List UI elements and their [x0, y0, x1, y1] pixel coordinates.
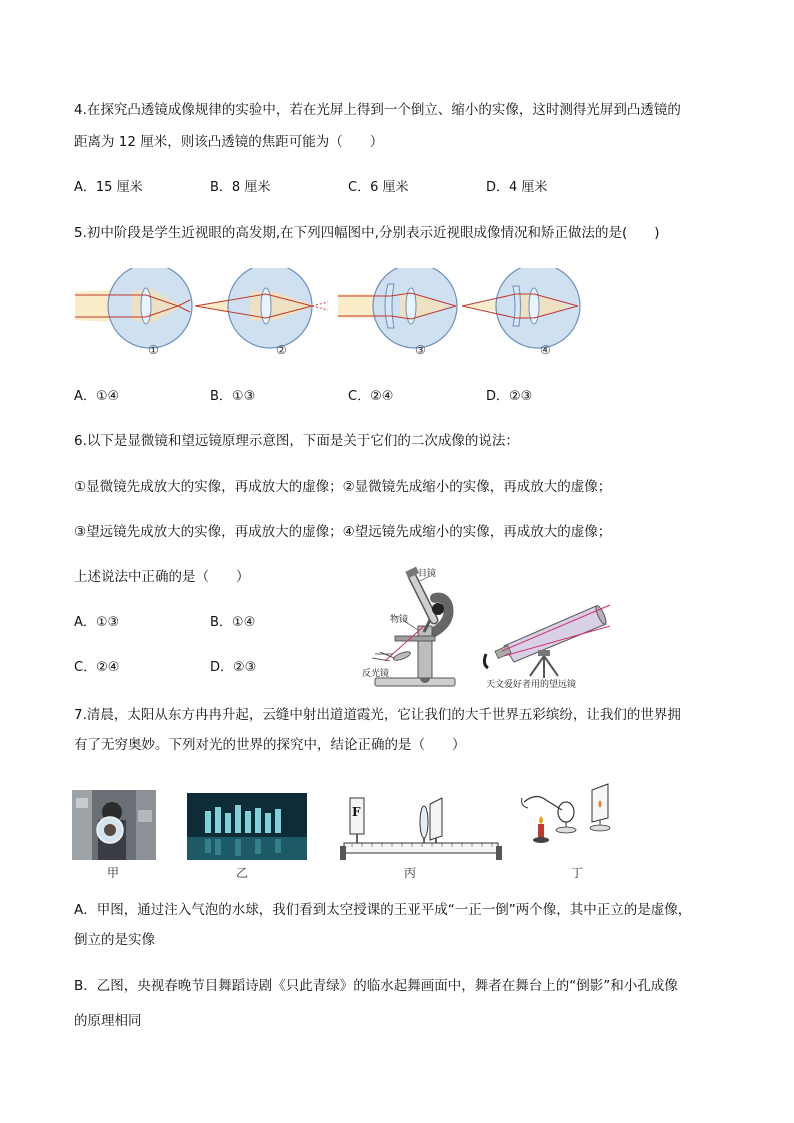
fig-label-ding: 丁 [571, 866, 584, 880]
telescope-diagram [478, 594, 616, 690]
fig-label-yi: 乙 [236, 866, 249, 880]
q6-option-b: B．①④ [210, 615, 256, 630]
q6-option-a: A．①③ [74, 615, 120, 630]
space-class-photo [72, 790, 156, 860]
q6-ask: 上述说法中正确的是（ ） [74, 569, 250, 585]
candle-experiment-diagram [516, 782, 616, 857]
microscope-diagram [360, 566, 470, 691]
q7-option-a-line1: A．甲图，通过注入气泡的水球，我们看到太空授课的王亚平成“一正一倒”两个像，其中正立的是虚像， [74, 902, 692, 918]
eye-label-3: ③ [415, 343, 426, 357]
eye-diagram-3 [338, 268, 457, 348]
fig-label-bing: 丙 [404, 866, 417, 880]
q7-stem-line1: 7.清晨，太阳从东方冉冉升起，云缝中射出道道霞光，它让我们的大千世界五彩缤纷，让我们的世界拥 [74, 707, 681, 723]
q4-option-c: C．6 厘米 [348, 180, 409, 195]
q5-option-b: B．①③ [210, 389, 256, 404]
q7-option-b-line1: B．乙图，央视春晚节目舞蹈诗剧《只此青绿》的临水起舞画面中，舞者在舞台上的“倒影”和小孔成像 [74, 978, 678, 994]
fig-label-jia: 甲 [107, 866, 120, 880]
q6-statement-1-2: ①显微镜先成放大的实像，再成放大的虚像；②显微镜先成缩小的实像，再成放大的虚像； [74, 479, 612, 495]
eye-label-1: ① [148, 343, 159, 357]
eye-diagram-1 [75, 268, 192, 348]
q5-stem: 5.初中阶段是学生近视眼的高发期,在下列四幅图中,分别表示近视眼成像情况和矫正做法的是( ) [74, 225, 660, 241]
q6-stem: 6.以下是显微镜和望远镜原理示意图，下面是关于它们的二次成像的说法： [74, 433, 519, 449]
q7-stem-line2: 有了无穷奥妙。下列对光的世界的探究中，结论正确的是（ ） [74, 737, 466, 753]
q4-stem-line2: 距离为 12 厘米，则该凸透镜的焦距可能为（ ） [74, 134, 384, 150]
ruler-letter-f: F [352, 805, 361, 819]
mirror-label: 反光镜 [362, 669, 390, 679]
q4-option-b: B．8 厘米 [210, 180, 271, 195]
q7-option-a-line2: 倒立的是实像 [74, 932, 155, 948]
q4-option-a: A．15 厘米 [74, 180, 143, 195]
q5-option-d: D．②③ [486, 389, 533, 404]
q6-option-c: C．②④ [74, 660, 120, 675]
eye-diagram-2 [195, 268, 328, 348]
q6-statement-3-4: ③望远镜先成放大的实像，再成放大的虚像；④望远镜先成缩小的实像，再成放大的虚像； [74, 524, 612, 540]
q6-option-d: D．②③ [210, 660, 257, 675]
dance-stage-photo [187, 793, 307, 860]
q5-option-a: A．①④ [74, 389, 120, 404]
telescope-caption: 天文爱好者用的望远镜 [486, 680, 577, 690]
optical-bench-diagram [338, 786, 504, 862]
eyepiece-label: 目镜 [418, 569, 437, 579]
q7-option-b-line2: 的原理相同 [74, 1013, 142, 1029]
q4-stem-line1: 4.在探究凸透镜成像规律的实验中，若在光屏上得到一个倒立、缩小的实像，这时测得光屏到凸透镜的 [74, 102, 681, 118]
q4-option-d: D．4 厘米 [486, 180, 548, 195]
eye-label-4: ④ [540, 343, 551, 357]
objective-label: 物镜 [390, 615, 409, 625]
q5-option-c: C．②④ [348, 389, 394, 404]
eye-label-2: ② [276, 343, 287, 357]
eye-diagram-4 [462, 268, 580, 348]
